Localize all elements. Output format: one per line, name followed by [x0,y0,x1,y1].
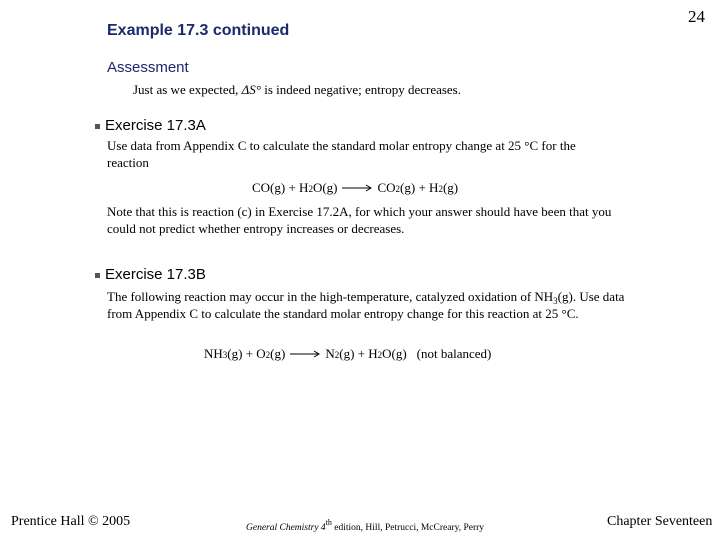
eq-a-product-2-end: (g) [442,180,459,195]
eq-a-product-1-end: (g) + H [400,180,439,195]
eq-a-reactant-1: CO(g) + H [252,180,309,195]
exercise-b-text-sub: 3 [553,296,558,306]
footer-chapter: Chapter Seventeen [607,514,713,529]
assessment-text-post: is indeed negative; entropy decreases. [261,82,461,97]
exercise-b-heading [95,266,206,283]
exercise-b-text-pre: The following reaction may occur in the high-temperature, catalyzed oxidation of NH [107,289,554,304]
footer-publisher: Prentice Hall © 2005 [11,514,131,529]
bullet-icon [95,124,100,129]
exercise-b-equation: NH 3 (g) + O 2 (g) N 2 (g) + H 2 O(g) (not balanced) [204,346,492,361]
eq-a-reactant-1-end: O(g) [312,180,338,195]
exercise-a-heading-label: Exercise 17.3A [105,117,206,134]
slide-title: Example 17.3 continued [107,22,290,39]
bullet-icon [95,273,100,278]
eq-b-reactant-2-end: (g) [270,346,286,361]
exercise-b-heading-label: Exercise 17.3B [105,266,206,283]
reaction-arrow-icon [342,183,372,193]
assessment-heading: Assessment [107,59,189,76]
footer-book-citation [246,518,485,533]
reaction-arrow-icon [290,349,320,359]
page-number: 24 [688,7,705,26]
exercise-b-text [107,289,647,322]
exercise-b-text-post: (g). Use data from Appendix C to calculate the standard molar entropy change for this reaction at 25 °C. [107,289,625,321]
eq-a-product-1: CO [377,180,396,195]
footer-authors: edition, Hill, Petrucci, McCreary, Perry [331,523,485,533]
assessment-text [133,82,461,98]
entropy-symbol: ΔS° [241,82,262,97]
assessment-text-pre: Just as we expected, [133,82,242,97]
eq-b-product-1-end: (g) + H [339,346,378,361]
eq-b-product-2-end: O(g) [382,346,407,361]
footer-edition-sup: th [325,518,332,527]
eq-b-product-1: N [325,346,335,361]
eq-b-note: (not balanced) [416,346,492,361]
exercise-a-note: Note that this is reaction (c) in Exercise 17.2A, for which your answer should have been that you could not predict whether entropy increases or decreases. [107,204,612,236]
exercise-a-equation: CO(g) + H 2 O(g) CO 2 (g) + H 2 (g) [252,180,459,195]
eq-b-reactant-1: NH [204,346,223,361]
exercise-a-text: Use data from Appendix C to calculate the standard molar entropy change at 25 °C for the reaction [107,138,576,170]
eq-b-reactant-1-end: (g) + O [227,346,266,361]
exercise-a-heading [95,117,206,134]
footer-book-title: General Chemistry 4 [246,523,326,533]
